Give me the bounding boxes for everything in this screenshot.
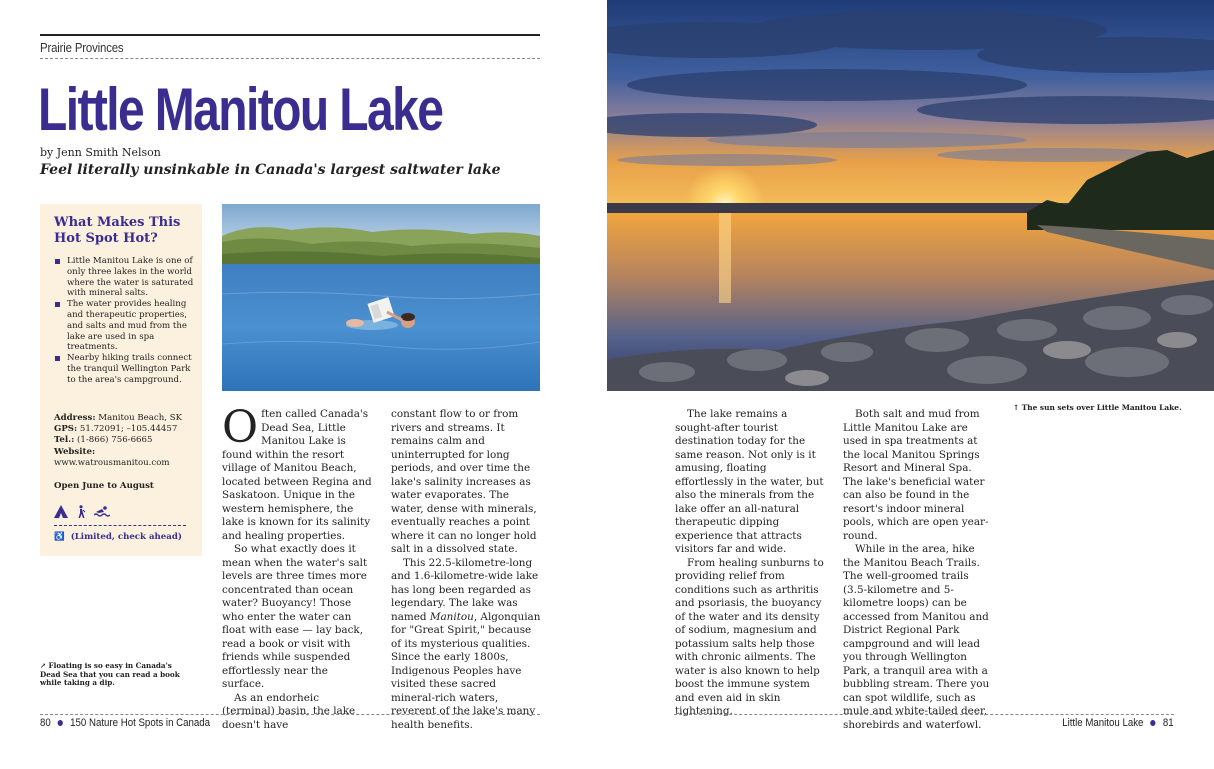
floating-reader-photo <box>222 204 540 391</box>
page-number-right: 81 <box>1163 717 1174 729</box>
swimming-icon <box>94 505 110 518</box>
sidebar-list-item: Nearby hiking trails connect the tranquil Wellington Park to the area's campground. <box>54 353 194 385</box>
body-paragraph: From healing sunburns to providing relief from conditions such as arthritis and psoriasis, the buoyancy of the water and its density of sodium, magnesium and potassium salts help those with chronic ailments. The water is also known to help boost the immune system and even aid in skin tightening. <box>675 556 824 717</box>
right-photo-caption: ↑ The sun sets over Little Manitou Lake. <box>1013 403 1182 412</box>
body-paragraph: While in the area, hike the Manitou Beach Trails. The well-groomed trails (3.5-kilometre and 5-kilometre loops) can be accessed from Manitou and District Regional Park campground and will lead you through Wellington Park, a tranquil area with a bubbling stream. There you can spot wildlife, such as mule and white-tailed deer, shorebirds and waterfowl. <box>843 543 990 731</box>
activity-icons <box>54 505 110 521</box>
sidebar-list-item: Little Manitou Lake is one of only three lakes in the world where the water is saturated with mineral salts. <box>54 256 194 299</box>
body-column-2 <box>391 408 541 732</box>
footer-rule-left <box>40 714 540 715</box>
body-column-3 <box>675 408 825 719</box>
sidebar-list <box>54 256 194 386</box>
page-number-left: 80 <box>40 717 51 729</box>
body-paragraph: As an endorheic (terminal) basin, the lake doesn't have <box>222 691 356 731</box>
footer-dot-icon <box>1151 720 1156 726</box>
camping-icon <box>54 505 68 518</box>
body-paragraph: This 22.5-kilometre-long and 1.6-kilometre-wide lake has long been regarded as legendary. The lake was named Manitou, Algonquian for "Great Spirit," because of its mysterious qualities. Since the early 1800s, Indigenous Peoples have visited these sacred mineral-rich waters, reverent of the lake's many health benefits. <box>391 556 541 731</box>
top-rule <box>40 34 540 36</box>
body-paragraph: Often called Canada's Dead Sea, Little Manitou Lake is found within the resort village of Manitou Beach, located between Regina and Saskatoon. Unique in the western hemisphere, the lake is known for its salinity and healing properties. <box>222 402 372 542</box>
section-rule <box>40 58 540 59</box>
footer-rule-right <box>674 714 1174 715</box>
footer-dot-icon <box>58 720 63 726</box>
sunset-photo <box>607 0 1214 391</box>
gps-line <box>54 424 199 435</box>
footer-right <box>1063 717 1174 729</box>
byline: by Jenn Smith Nelson <box>40 146 161 159</box>
sidebar-heading: What Makes This Hot Spot Hot? <box>54 215 181 246</box>
section-label: Prairie Provinces <box>40 40 124 55</box>
wheelchair-icon: ♿ <box>54 532 65 542</box>
accessibility-note: ♿ (Limited, check ahead) <box>54 532 182 542</box>
tel-line <box>54 435 199 446</box>
gps-value: 51.72091; –105.44457 <box>79 424 178 434</box>
tagline: Feel literally unsinkable in Canada's largest saltwater lake <box>40 162 501 178</box>
address-label: Address: <box>54 413 96 423</box>
page-title: Little Manitou Lake <box>38 76 443 143</box>
address-line <box>54 413 199 424</box>
body-paragraph: The lake remains a sought-after tourist destination today for the same reason. Not only is it amusing, floating effortlessly in the water, but also the minerals from the lake offer an all-natural therapeutic dipping experience that attracts visitors far and wide. <box>675 408 824 555</box>
body-column-4 <box>843 408 993 732</box>
address-value: Manitou Beach, SK <box>98 413 183 423</box>
running-title: Little Manitou Lake <box>1062 717 1144 729</box>
gps-label: GPS: <box>54 424 78 434</box>
open-season: Open June to August <box>54 481 154 491</box>
footer-left <box>40 717 210 729</box>
sidebar-list-item: The water provides healing and therapeutic properties, and salts and mud from the lake are used in spa treatments. <box>54 299 194 353</box>
website-link[interactable]: www.watrousmanitou.com <box>54 458 170 468</box>
body-paragraph: Both salt and mud from Little Manitou Lake are used in spa treatments at the local Manitou Springs Resort and Mineral Spa. The lake's beneficial water can also be found in the resort's indoor mineral pools, which are open year-round. <box>843 408 989 542</box>
website-label: Website: <box>54 447 96 457</box>
hiking-icon <box>76 505 86 518</box>
body-column-1 <box>222 402 372 732</box>
tel-label: Tel.: <box>54 435 75 445</box>
book-title: 150 Nature Hot Spots in Canada <box>70 717 211 729</box>
body-paragraph: So what exactly does it mean when the water's salt levels are three times more concentrated than ocean water? Buoyancy! Those who enter the water can float with ease — lay back, read a book or visit with friends while suspended effortlessly near the surface. <box>222 543 368 690</box>
tel-value: (1-866) 756-6665 <box>77 435 153 445</box>
drop-cap: O <box>222 402 259 453</box>
sidebar-divider <box>54 525 186 526</box>
left-photo-caption: ↗ Floating is so easy in Canada's Dead Sea that you can read a book while taking a dip. <box>40 661 180 688</box>
body-paragraph: constant flow to or from rivers and streams. It remains calm and uninterrupted for long periods, and over time the lake's salinity increases as water evaporates. The water, dense with minerals, eventually reaches a point where it can no longer hold salt in a dissolved state. <box>391 408 537 555</box>
